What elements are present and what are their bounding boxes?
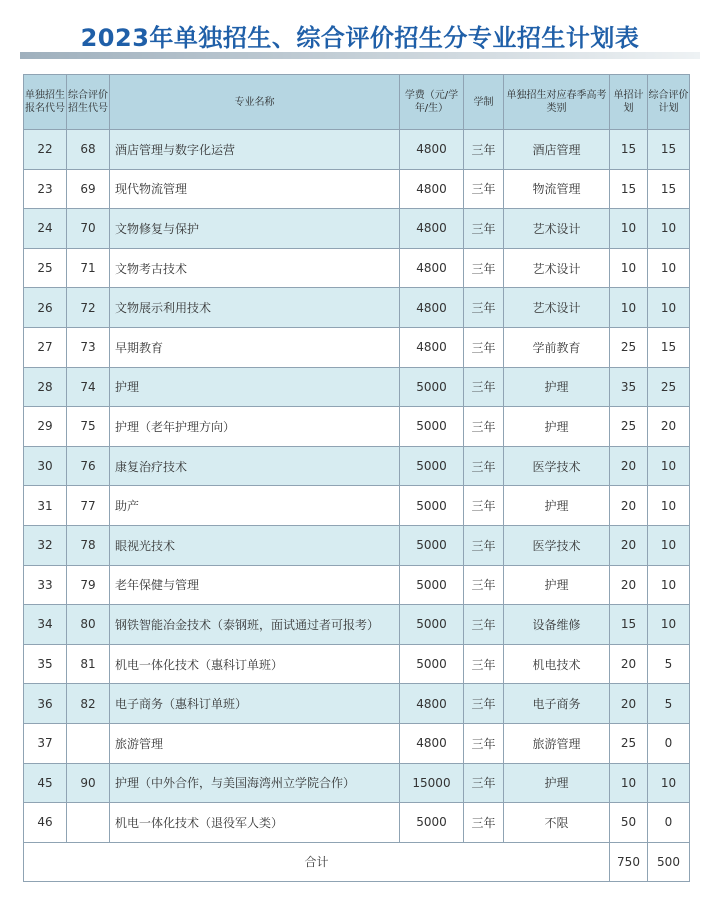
cell-code-comprehensive: 69 xyxy=(67,169,110,209)
cell-code-comprehensive: 79 xyxy=(67,565,110,605)
cell-code-single: 35 xyxy=(24,644,67,684)
cell-category: 护理 xyxy=(504,486,610,526)
header-fee: 学费（元/学年/生） xyxy=(400,75,464,130)
cell-category: 酒店管理 xyxy=(504,130,610,170)
cell-fee: 4800 xyxy=(400,209,464,249)
cell-major: 文物考古技术 xyxy=(110,248,400,288)
header-duration: 学制 xyxy=(464,75,504,130)
header-plan-single: 单招计划 xyxy=(610,75,648,130)
cell-plan-single: 35 xyxy=(610,367,648,407)
cell-plan-comprehensive: 15 xyxy=(648,327,690,367)
cell-fee: 4800 xyxy=(400,288,464,328)
cell-plan-single: 10 xyxy=(610,209,648,249)
table-row xyxy=(24,288,690,328)
cell-plan-single: 50 xyxy=(610,803,648,843)
cell-code-comprehensive xyxy=(67,723,110,763)
cell-major: 文物修复与保护 xyxy=(110,209,400,249)
cell-code-single: 31 xyxy=(24,486,67,526)
cell-major: 老年保健与管理 xyxy=(110,565,400,605)
cell-code-comprehensive: 73 xyxy=(67,327,110,367)
cell-duration: 三年 xyxy=(464,209,504,249)
cell-major: 机电一体化技术（惠科订单班） xyxy=(110,644,400,684)
cell-plan-comprehensive: 10 xyxy=(648,525,690,565)
cell-plan-comprehensive: 10 xyxy=(648,605,690,645)
cell-code-comprehensive: 70 xyxy=(67,209,110,249)
cell-code-comprehensive: 81 xyxy=(67,644,110,684)
header-code-single: 单独招生报名代号 xyxy=(24,75,67,130)
cell-duration: 三年 xyxy=(464,723,504,763)
cell-plan-comprehensive: 10 xyxy=(648,486,690,526)
cell-fee: 5000 xyxy=(400,486,464,526)
cell-category: 艺术设计 xyxy=(504,248,610,288)
table-row xyxy=(24,446,690,486)
cell-plan-comprehensive: 15 xyxy=(648,130,690,170)
cell-fee: 4800 xyxy=(400,169,464,209)
cell-duration: 三年 xyxy=(464,367,504,407)
cell-plan-single: 20 xyxy=(610,446,648,486)
cell-plan-comprehensive: 10 xyxy=(648,446,690,486)
cell-code-single: 26 xyxy=(24,288,67,328)
cell-code-single: 30 xyxy=(24,446,67,486)
cell-code-single: 22 xyxy=(24,130,67,170)
cell-category: 电子商务 xyxy=(504,684,610,724)
cell-plan-comprehensive: 10 xyxy=(648,288,690,328)
cell-plan-comprehensive: 20 xyxy=(648,407,690,447)
cell-plan-single: 25 xyxy=(610,407,648,447)
cell-plan-comprehensive: 10 xyxy=(648,763,690,803)
cell-fee: 5000 xyxy=(400,605,464,645)
cell-code-comprehensive: 78 xyxy=(67,525,110,565)
table-row xyxy=(24,486,690,526)
cell-category: 机电技术 xyxy=(504,644,610,684)
cell-code-comprehensive: 72 xyxy=(67,288,110,328)
cell-fee: 5000 xyxy=(400,446,464,486)
cell-duration: 三年 xyxy=(464,446,504,486)
cell-code-comprehensive: 75 xyxy=(67,407,110,447)
cell-fee: 4800 xyxy=(400,130,464,170)
cell-fee: 4800 xyxy=(400,327,464,367)
table-row xyxy=(24,407,690,447)
cell-duration: 三年 xyxy=(464,763,504,803)
table-row xyxy=(24,763,690,803)
cell-code-single: 28 xyxy=(24,367,67,407)
cell-plan-comprehensive: 10 xyxy=(648,248,690,288)
cell-category: 不限 xyxy=(504,803,610,843)
cell-fee: 5000 xyxy=(400,644,464,684)
cell-duration: 三年 xyxy=(464,288,504,328)
cell-code-single: 24 xyxy=(24,209,67,249)
cell-plan-single: 25 xyxy=(610,723,648,763)
total-label: 合计 xyxy=(24,842,610,881)
cell-code-comprehensive: 71 xyxy=(67,248,110,288)
cell-code-single: 32 xyxy=(24,525,67,565)
cell-plan-comprehensive: 5 xyxy=(648,684,690,724)
cell-plan-single: 15 xyxy=(610,169,648,209)
table-row xyxy=(24,684,690,724)
cell-category: 艺术设计 xyxy=(504,209,610,249)
cell-plan-single: 10 xyxy=(610,248,648,288)
cell-category: 物流管理 xyxy=(504,169,610,209)
cell-duration: 三年 xyxy=(464,565,504,605)
cell-duration: 三年 xyxy=(464,486,504,526)
total-plan-single: 750 xyxy=(610,842,648,881)
cell-duration: 三年 xyxy=(464,803,504,843)
table-row xyxy=(24,327,690,367)
cell-code-single: 37 xyxy=(24,723,67,763)
cell-major: 助产 xyxy=(110,486,400,526)
cell-plan-single: 20 xyxy=(610,644,648,684)
table-row xyxy=(24,248,690,288)
cell-major: 酒店管理与数字化运营 xyxy=(110,130,400,170)
cell-fee: 5000 xyxy=(400,367,464,407)
cell-category: 医学技术 xyxy=(504,446,610,486)
cell-code-single: 34 xyxy=(24,605,67,645)
cell-code-single: 27 xyxy=(24,327,67,367)
table-row xyxy=(24,565,690,605)
table-body xyxy=(24,130,690,843)
cell-category: 护理 xyxy=(504,763,610,803)
cell-category: 设备维修 xyxy=(504,605,610,645)
cell-fee: 15000 xyxy=(400,763,464,803)
cell-plan-comprehensive: 0 xyxy=(648,803,690,843)
cell-plan-single: 10 xyxy=(610,288,648,328)
cell-plan-single: 25 xyxy=(610,327,648,367)
cell-duration: 三年 xyxy=(464,169,504,209)
table-header-row xyxy=(24,75,690,130)
page-title: 2023年单独招生、综合评价招生分专业招生计划表 xyxy=(80,24,640,52)
cell-code-single: 23 xyxy=(24,169,67,209)
title-underline-band xyxy=(20,52,700,59)
total-row xyxy=(24,842,690,881)
table-row xyxy=(24,130,690,170)
cell-fee: 5000 xyxy=(400,565,464,605)
cell-major: 护理（老年护理方向） xyxy=(110,407,400,447)
cell-code-single: 36 xyxy=(24,684,67,724)
header-code-comprehensive: 综合评价招生代号 xyxy=(67,75,110,130)
header-category: 单独招生对应春季高考类别 xyxy=(504,75,610,130)
cell-duration: 三年 xyxy=(464,644,504,684)
cell-duration: 三年 xyxy=(464,407,504,447)
cell-major: 早期教育 xyxy=(110,327,400,367)
cell-duration: 三年 xyxy=(464,130,504,170)
cell-major: 电子商务（惠科订单班） xyxy=(110,684,400,724)
table-row xyxy=(24,605,690,645)
cell-plan-single: 15 xyxy=(610,605,648,645)
cell-category: 艺术设计 xyxy=(504,288,610,328)
cell-duration: 三年 xyxy=(464,525,504,565)
cell-code-comprehensive: 80 xyxy=(67,605,110,645)
cell-category: 医学技术 xyxy=(504,525,610,565)
cell-category: 学前教育 xyxy=(504,327,610,367)
cell-plan-comprehensive: 10 xyxy=(648,209,690,249)
cell-code-single: 33 xyxy=(24,565,67,605)
table-row xyxy=(24,803,690,843)
cell-major: 旅游管理 xyxy=(110,723,400,763)
cell-code-single: 45 xyxy=(24,763,67,803)
cell-plan-single: 20 xyxy=(610,525,648,565)
cell-code-comprehensive: 77 xyxy=(67,486,110,526)
cell-category: 护理 xyxy=(504,407,610,447)
cell-major: 机电一体化技术（退役军人类） xyxy=(110,803,400,843)
cell-plan-comprehensive: 0 xyxy=(648,723,690,763)
cell-duration: 三年 xyxy=(464,684,504,724)
cell-fee: 5000 xyxy=(400,525,464,565)
cell-plan-single: 20 xyxy=(610,565,648,605)
cell-category: 旅游管理 xyxy=(504,723,610,763)
cell-major: 护理 xyxy=(110,367,400,407)
cell-plan-single: 10 xyxy=(610,763,648,803)
header-plan-comprehensive: 综合评价计划 xyxy=(648,75,690,130)
enrollment-plan-table xyxy=(23,74,690,882)
cell-fee: 4800 xyxy=(400,723,464,763)
cell-fee: 5000 xyxy=(400,803,464,843)
cell-code-comprehensive: 74 xyxy=(67,367,110,407)
table-row xyxy=(24,209,690,249)
cell-code-single: 29 xyxy=(24,407,67,447)
table-row xyxy=(24,169,690,209)
cell-fee: 4800 xyxy=(400,248,464,288)
table-row xyxy=(24,525,690,565)
cell-plan-comprehensive: 25 xyxy=(648,367,690,407)
cell-major: 钢铁智能冶金技术（泰钢班，面试通过者可报考） xyxy=(110,605,400,645)
table-row xyxy=(24,644,690,684)
cell-major: 康复治疗技术 xyxy=(110,446,400,486)
cell-code-comprehensive: 76 xyxy=(67,446,110,486)
cell-fee: 5000 xyxy=(400,407,464,447)
cell-major: 护理（中外合作，与美国海湾州立学院合作） xyxy=(110,763,400,803)
cell-major: 文物展示利用技术 xyxy=(110,288,400,328)
header-major: 专业名称 xyxy=(110,75,400,130)
cell-plan-comprehensive: 10 xyxy=(648,565,690,605)
cell-plan-comprehensive: 5 xyxy=(648,644,690,684)
cell-code-comprehensive xyxy=(67,803,110,843)
cell-category: 护理 xyxy=(504,367,610,407)
cell-duration: 三年 xyxy=(464,605,504,645)
cell-code-comprehensive: 90 xyxy=(67,763,110,803)
table-row xyxy=(24,367,690,407)
table-row xyxy=(24,723,690,763)
cell-code-single: 25 xyxy=(24,248,67,288)
total-plan-comprehensive: 500 xyxy=(648,842,690,881)
cell-plan-single: 15 xyxy=(610,130,648,170)
cell-fee: 4800 xyxy=(400,684,464,724)
cell-code-single: 46 xyxy=(24,803,67,843)
cell-major: 现代物流管理 xyxy=(110,169,400,209)
cell-code-comprehensive: 82 xyxy=(67,684,110,724)
cell-category: 护理 xyxy=(504,565,610,605)
cell-plan-single: 20 xyxy=(610,486,648,526)
cell-plan-single: 20 xyxy=(610,684,648,724)
cell-plan-comprehensive: 15 xyxy=(648,169,690,209)
cell-code-comprehensive: 68 xyxy=(67,130,110,170)
cell-duration: 三年 xyxy=(464,327,504,367)
cell-major: 眼视光技术 xyxy=(110,525,400,565)
cell-duration: 三年 xyxy=(464,248,504,288)
